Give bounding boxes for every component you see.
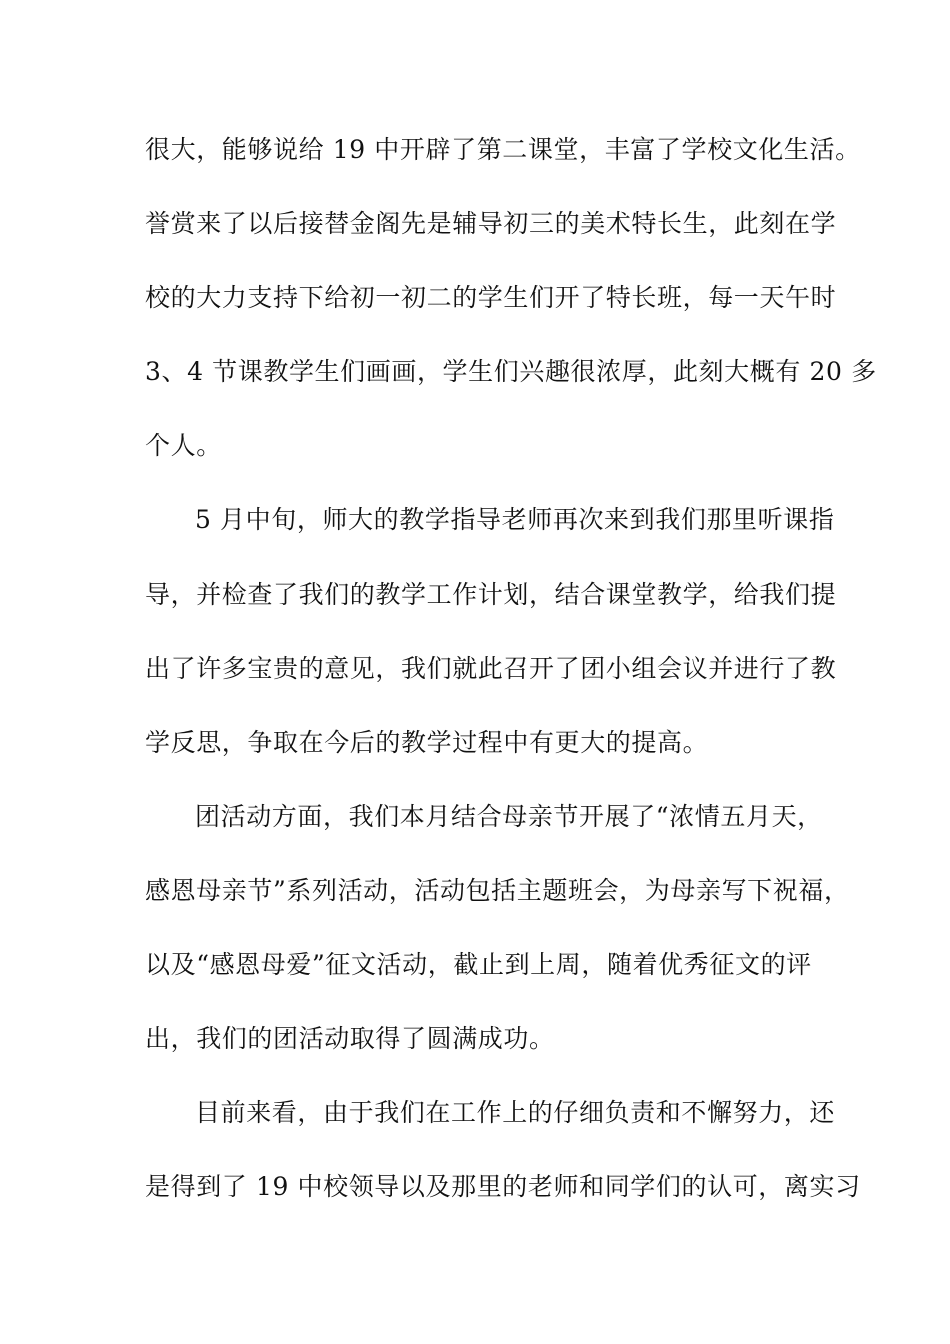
text-line: 目前来看，由于我们在工作上的仔细负责和不懈努力，还	[195, 1098, 836, 1128]
text-line: 团活动方面，我们本月结合母亲节开展了“浓情五月天，	[195, 801, 823, 831]
text-line: 导，并检查了我们的教学工作计划，结合课堂教学，给我们提	[145, 579, 837, 609]
body-text	[145, 125, 877, 1236]
text-line: 学反思，争取在今后的教学过程中有更大的提高。	[145, 727, 709, 757]
text-line: 是得到了 19 中校领导以及那里的老师和同学们的认可，离实习	[145, 1172, 861, 1202]
text-line: 出，我们的团活动取得了圆满成功。	[145, 1024, 555, 1054]
text-line: 个人。	[145, 431, 222, 461]
text-line: 以及“感恩母爱”征文活动，截止到上周，随着优秀征文的评	[145, 950, 812, 980]
text-line: 很大，能够说给 19 中开辟了第二课堂，丰富了学校文化生活。	[145, 135, 861, 164]
text-line: 出了许多宝贵的意见，我们就此召开了团小组会议并进行了教	[145, 653, 837, 683]
text-line: 校的大力支持下给初一初二的学生们开了特长班，每一天午时	[145, 283, 837, 313]
text-line: 5 月中旬，师大的教学指导老师再次来到我们那里听课指	[195, 505, 835, 535]
text-line: 感恩母亲节”系列活动，活动包括主题班会，为母亲写下祝福，	[145, 875, 850, 905]
text-line: 3、4 节课教学生们画画，学生们兴趣很浓厚，此刻大概有 20 多	[145, 357, 877, 387]
text-line: 誉赏来了以后接替金阁先是辅导初三的美术特长生，此刻在学	[145, 209, 837, 239]
